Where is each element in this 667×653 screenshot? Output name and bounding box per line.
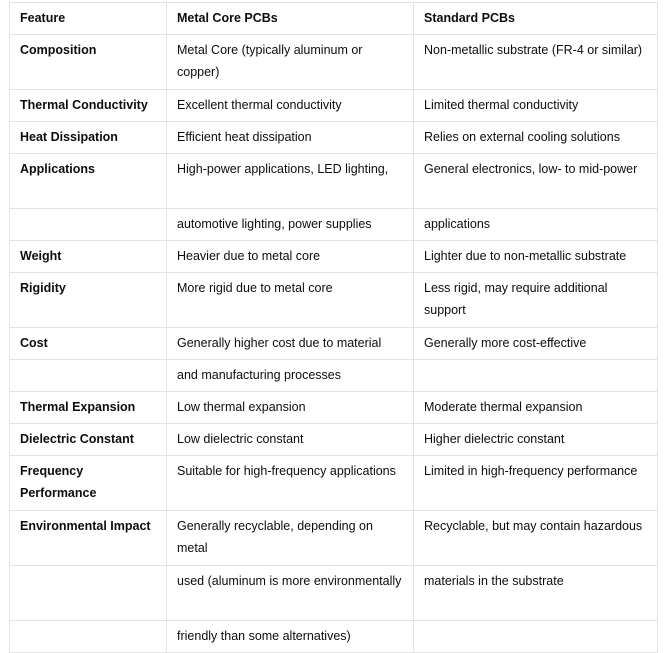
metal-core-cell: Low dielectric constant (167, 424, 414, 456)
standard-cell: applications (414, 209, 658, 241)
feature-cell: Frequency Performance (10, 456, 167, 511)
table-row (10, 241, 658, 273)
feature-cell: Thermal Expansion (10, 392, 167, 424)
feature-cell (10, 566, 167, 621)
table-row (10, 122, 658, 154)
feature-cell: Cost (10, 328, 167, 360)
table-row (10, 154, 658, 209)
header-feature: Feature (10, 3, 167, 35)
standard-cell: Recyclable, but may contain hazardous (414, 511, 658, 566)
feature-cell: Dielectric Constant (10, 424, 167, 456)
feature-cell (10, 360, 167, 392)
feature-cell: Weight (10, 241, 167, 273)
table-row (10, 209, 658, 241)
metal-core-cell: High-power applications, LED lighting, (167, 154, 414, 209)
feature-cell: Environmental Impact (10, 511, 167, 566)
table-row (10, 35, 658, 90)
feature-cell: Thermal Conductivity (10, 90, 167, 122)
table-row (10, 273, 658, 328)
metal-core-cell: automotive lighting, power supplies (167, 209, 414, 241)
standard-cell: Limited thermal conductivity (414, 90, 658, 122)
feature-cell: Composition (10, 35, 167, 90)
standard-cell: Higher dielectric constant (414, 424, 658, 456)
table-row (10, 456, 658, 511)
table-row (10, 424, 658, 456)
feature-cell (10, 209, 167, 241)
table-row (10, 360, 658, 392)
standard-cell: Moderate thermal expansion (414, 392, 658, 424)
table-row (10, 511, 658, 566)
comparison-table (9, 2, 658, 653)
table-row (10, 328, 658, 360)
standard-cell: Non-metallic substrate (FR-4 or similar) (414, 35, 658, 90)
table-row (10, 621, 658, 653)
table-row (10, 392, 658, 424)
standard-cell: General electronics, low- to mid-power (414, 154, 658, 209)
table-row (10, 566, 658, 621)
metal-core-cell: Generally recyclable, depending on metal (167, 511, 414, 566)
header-metal-core-pcbs: Metal Core PCBs (167, 3, 414, 35)
metal-core-cell: Generally higher cost due to material (167, 328, 414, 360)
standard-cell: materials in the substrate (414, 566, 658, 621)
metal-core-cell: and manufacturing processes (167, 360, 414, 392)
table-body (10, 35, 658, 653)
table-header-row (10, 3, 658, 35)
standard-cell (414, 621, 658, 653)
standard-cell: Lighter due to non-metallic substrate (414, 241, 658, 273)
metal-core-cell: Low thermal expansion (167, 392, 414, 424)
feature-cell (10, 621, 167, 653)
standard-cell: Relies on external cooling solutions (414, 122, 658, 154)
feature-cell: Rigidity (10, 273, 167, 328)
standard-cell: Generally more cost-effective (414, 328, 658, 360)
standard-cell (414, 360, 658, 392)
feature-cell: Applications (10, 154, 167, 209)
comparison-table-container (9, 2, 657, 653)
metal-core-cell: friendly than some alternatives) (167, 621, 414, 653)
metal-core-cell: Heavier due to metal core (167, 241, 414, 273)
standard-cell: Limited in high-frequency performance (414, 456, 658, 511)
table-row (10, 90, 658, 122)
metal-core-cell: Metal Core (typically aluminum or copper) (167, 35, 414, 90)
metal-core-cell: Suitable for high-frequency applications (167, 456, 414, 511)
metal-core-cell: Excellent thermal conductivity (167, 90, 414, 122)
header-standard-pcbs: Standard PCBs (414, 3, 658, 35)
metal-core-cell: More rigid due to metal core (167, 273, 414, 328)
standard-cell: Less rigid, may require additional support (414, 273, 658, 328)
metal-core-cell: used (aluminum is more environmentally (167, 566, 414, 621)
feature-cell: Heat Dissipation (10, 122, 167, 154)
metal-core-cell: Efficient heat dissipation (167, 122, 414, 154)
